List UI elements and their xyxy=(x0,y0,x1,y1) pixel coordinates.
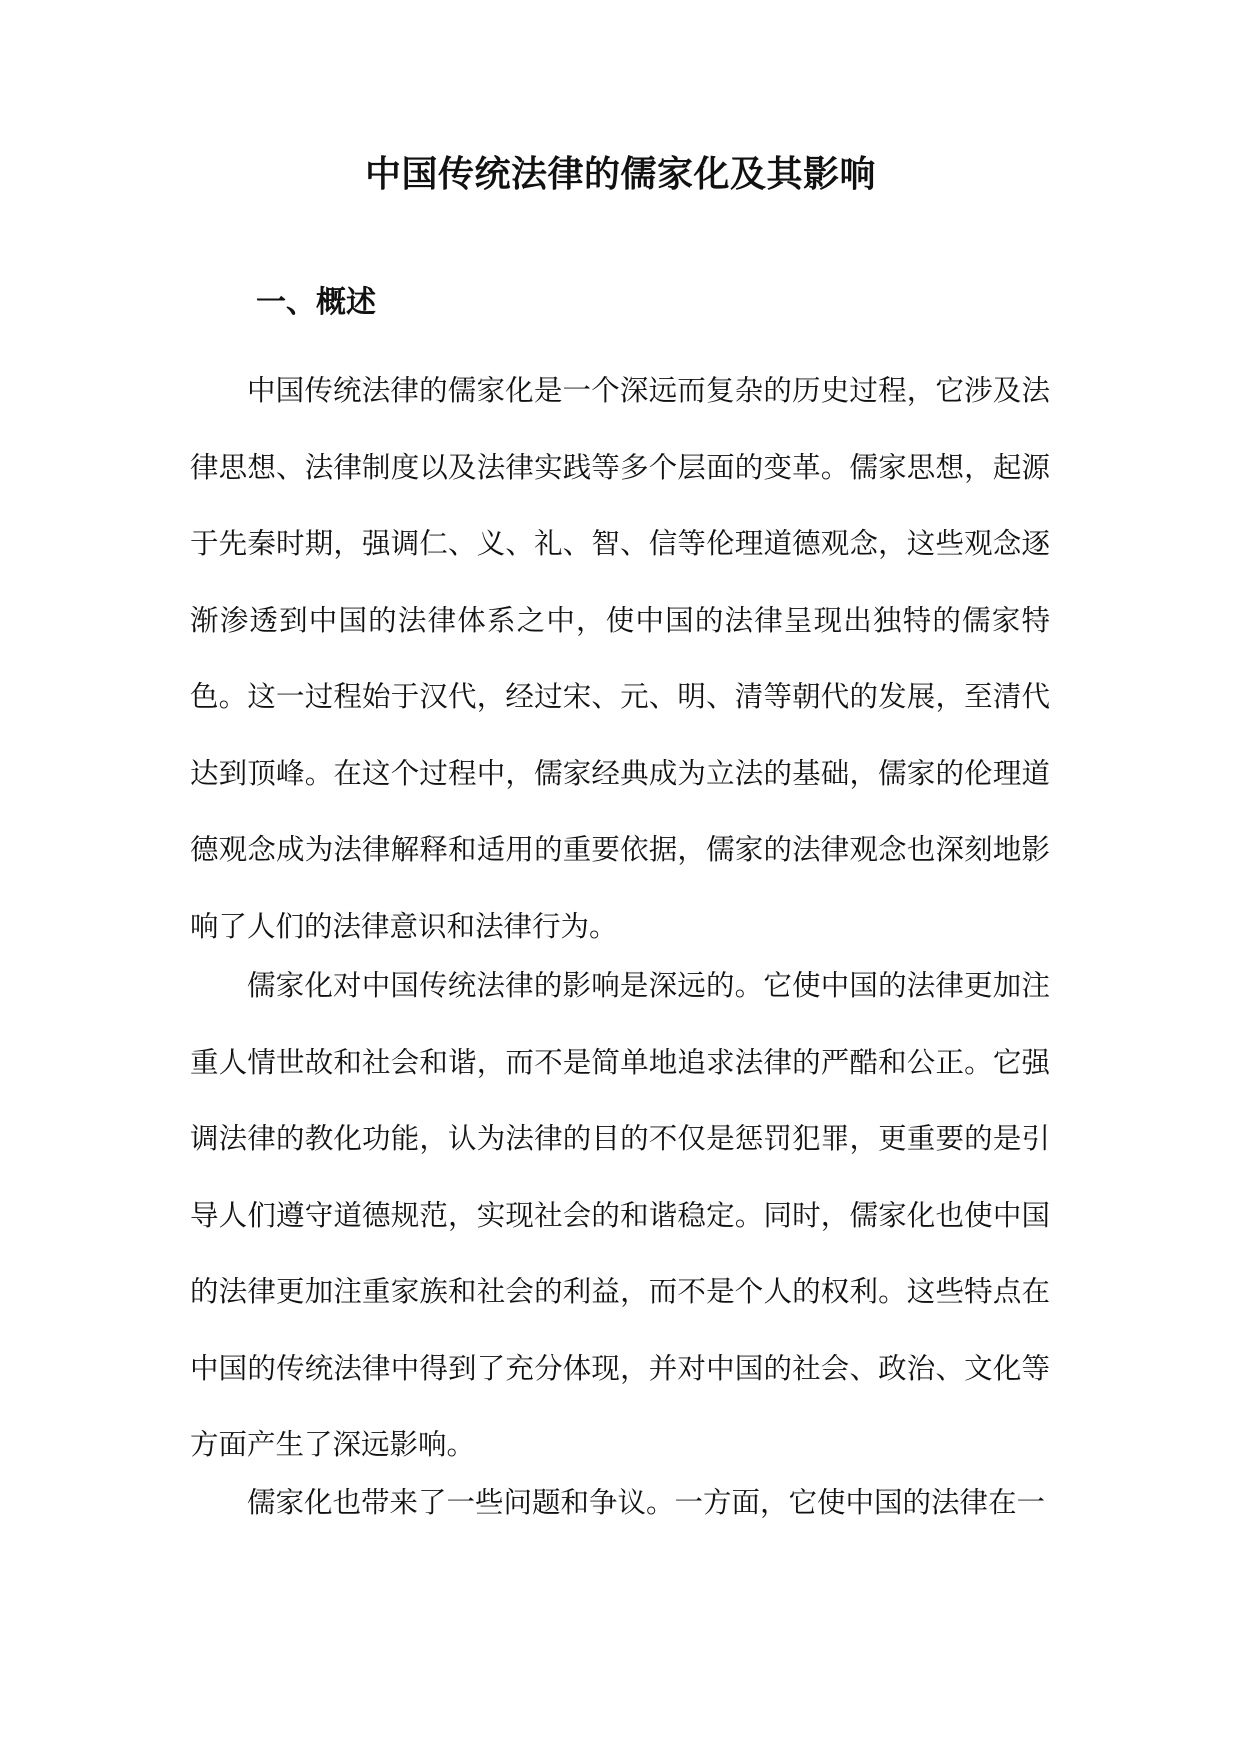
body-paragraph-2 xyxy=(190,948,1050,1484)
section-heading: 一、概述 xyxy=(256,285,376,320)
document-title: 中国传统法律的儒家化及其影响 xyxy=(364,154,876,195)
body-paragraph-3 xyxy=(190,1465,1050,1542)
paragraph-text: 中国传统法律的儒家化是一个深远而复杂的历史过程，它涉及法律思想、法律制度以及法律实践等多个层面的变革。儒家思想，起源于先秦时期，强调仁、义、礼、智、信等伦理道德观念，这些观念逐渐渗透到中国的法律体系之中，使中国的法律呈现出独特的儒家特色。这一过程始于汉代，经过宋、元、明、清等朝代的发展，至清代达到顶峰。在这个过程中，儒家经典成为立法的基础，儒家的伦理道德观念成为法律解释和适用的重要依据，儒家的法律观念也深刻地影响了人们的法律意识和法律行为。 xyxy=(190,374,1050,943)
paragraph-text: 儒家化对中国传统法律的影响是深远的。它使中国的法律更加注重人情世故和社会和谐，而不是简单地追求法律的严酷和公正。它强调法律的教化功能，认为法律的目的不仅是惩罚犯罪，更重要的是引导人们遵守道德规范，实现社会的和谐稳定。同时，儒家化也使中国的法律更加注重家族和社会的利益，而不是个人的权利。这些特点在中国的传统法律中得到了充分体现，并对中国的社会、政治、文化等方面产生了深远影响。 xyxy=(190,969,1050,1461)
paragraph-text: 儒家化也带来了一些问题和争议。一方面，它使中国的法律在一 xyxy=(247,1486,1046,1519)
body-paragraph-1 xyxy=(190,353,1050,965)
